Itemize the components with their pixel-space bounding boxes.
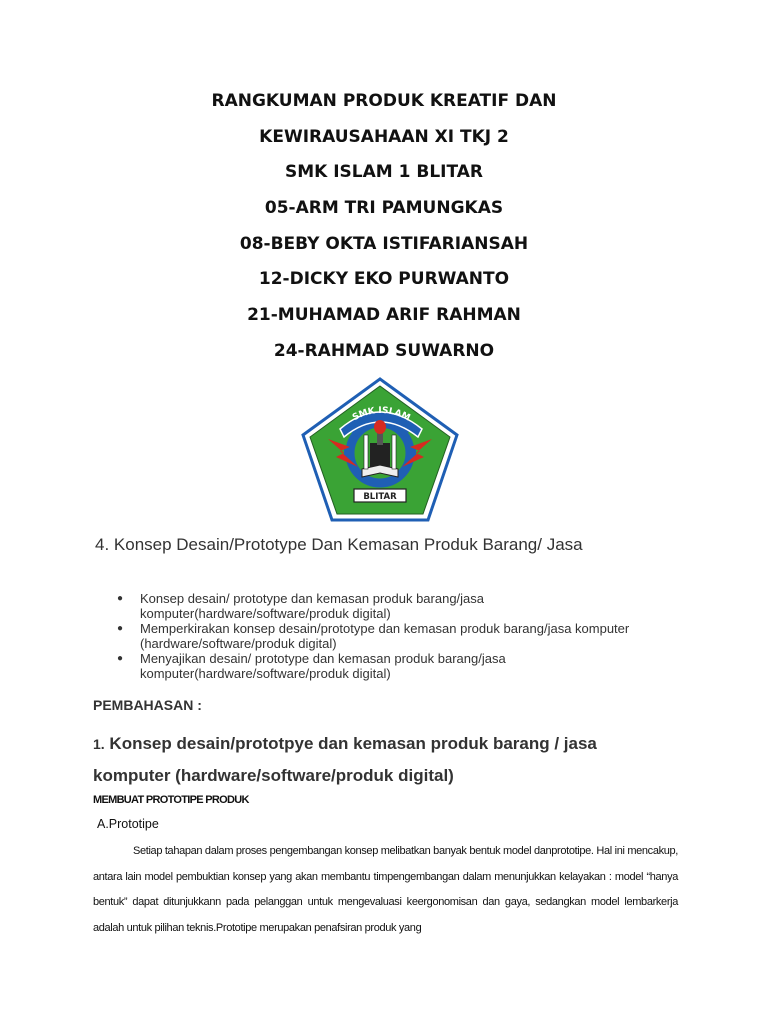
subheading-line1: Konsep desain/prototpye dan kemasan produk barang / jasa bbox=[109, 734, 597, 753]
list-item bbox=[117, 621, 677, 651]
a-prototipe-label: A.Prototipe bbox=[97, 817, 159, 831]
school-logo bbox=[300, 377, 460, 522]
logo-top-text: SMK ISLAM bbox=[351, 405, 412, 424]
title-line: 24-RAHMAD SUWARNO bbox=[273, 340, 495, 361]
section-heading: 4. Konsep Desain/Prototype Dan Kemasan Produk Barang/ Jasa bbox=[95, 535, 583, 554]
title-line: 05-ARM TRI PAMUNGKAS bbox=[264, 198, 504, 219]
bullet-icon: ● bbox=[117, 593, 124, 604]
title-line: 08-BEBY OKTA ISTIFARIANSAH bbox=[239, 233, 529, 254]
membuat-prototipe-label: MEMBUAT PROTOTIPE PRODUK bbox=[93, 794, 249, 806]
title-line: KEWIRAUSAHAAN XI TKJ 2 bbox=[259, 126, 509, 147]
list-item-line: Konsep desain/ prototype dan kemasan produk barang/jasa bbox=[140, 591, 485, 606]
objectives-list bbox=[117, 591, 677, 681]
list-item-line: Memperkirakan konsep desain/prototype dan kemasan produk barang/jasa komputer bbox=[140, 621, 630, 636]
list-item bbox=[117, 591, 677, 621]
body-paragraph: Setiap tahapan dalam proses pengembangan konsep melibatkan banyak bentuk model danprototipe. Hal ini mencakup, antara lain model pembuktian konsep yang akan membantu timpengembangan dalam menunjukkan kelayakan : model “hanya bentuk” dapat ditunjukkann pada pelanggan untuk mengevaluasi keergonomisan dan gaya, sedangkan model lembarkerja adalah untuk pilihan teknis.Prototipe merupakan penafsiran produk yang bbox=[93, 845, 678, 934]
list-item-line: komputer(hardware/software/produk digital) bbox=[140, 606, 391, 621]
bullet-icon: ● bbox=[117, 623, 124, 634]
pembahasan-label: PEMBAHASAN : bbox=[93, 697, 202, 713]
subheading-number: 1. bbox=[93, 736, 105, 752]
document-title-block bbox=[0, 86, 768, 372]
list-item-line: komputer(hardware/software/produk digital) bbox=[140, 666, 391, 681]
title-line: 12-DICKY EKO PURWANTO bbox=[258, 269, 510, 290]
title-line: RANGKUMAN PRODUK KREATIF DAN bbox=[211, 91, 557, 111]
list-item-line: Menyajikan desain/ prototype dan kemasan produk barang/jasa bbox=[140, 651, 506, 666]
subheading bbox=[93, 728, 693, 792]
title-line: SMK ISLAM 1 BLITAR bbox=[284, 162, 484, 183]
bullet-icon: ● bbox=[117, 653, 124, 664]
title-line: 21-MUHAMAD ARIF RAHMAN bbox=[247, 305, 521, 326]
subheading-line2: komputer (hardware/software/produk digital) bbox=[93, 766, 454, 785]
list-item-line: (hardware/software/produk digital) bbox=[140, 636, 337, 651]
logo-bottom-text: BLITAR bbox=[363, 492, 397, 502]
list-item bbox=[117, 651, 677, 681]
